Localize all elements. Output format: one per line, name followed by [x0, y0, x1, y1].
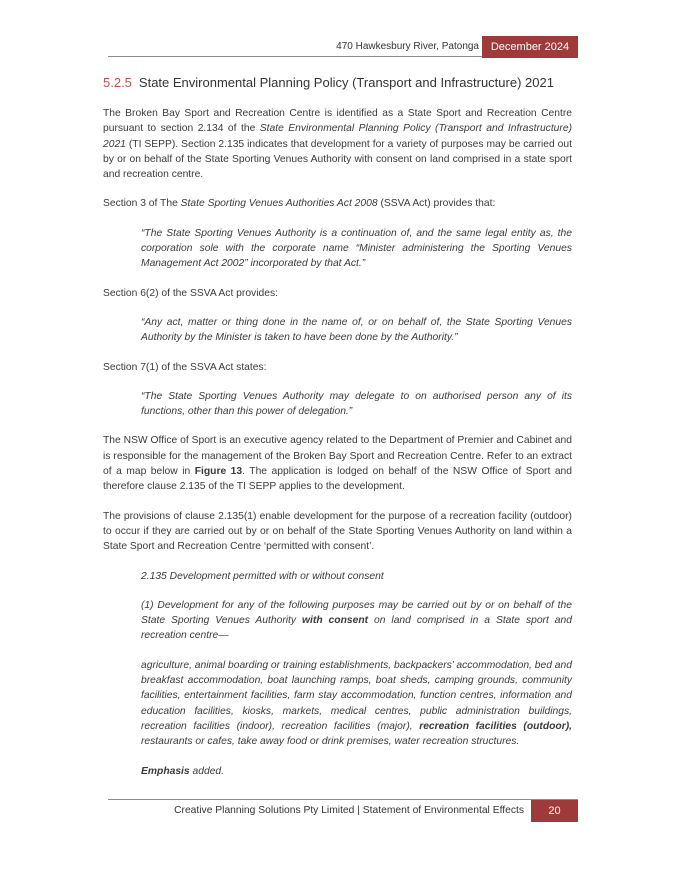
paragraph-6: The provisions of clause 2.135(1) enable development for the purpose of a recreation facility (outdoor) to occur if they are carried out by or on behalf of the State Sporting Venues Authority on land within a State Sport and Recreation Centre ‘permitted with consent’. — [103, 510, 572, 553]
header-address: 470 Hawkesbury River, Patonga — [336, 41, 479, 52]
quote-clause-title: 2.135 Development permitted with or without consent — [141, 570, 384, 582]
emphasis-note: Emphasis added. — [141, 765, 225, 777]
emphasis-with-consent: with consent — [302, 615, 369, 627]
section-title: State Environmental Planning Policy (Transport and Infrastructure) 2021 — [138, 75, 554, 90]
figure-reference[interactable]: Figure 13 — [194, 466, 243, 478]
quote-3: “The State Sporting Venues Authority may delegate to on authorised person any of its functions, other than this power of delegation.” — [141, 390, 572, 418]
page-number: 20 — [531, 800, 578, 822]
quote-2: “Any act, matter or thing done in the name of, or on behalf of, the State Sporting Venues Authority by the Minister is taken to have been done by the Authority.” — [141, 316, 572, 344]
paragraph-2: Section 3 of The State Sporting Venues Authorities Act 2008 (SSVA Act) provides that: — [103, 198, 496, 210]
paragraph-1: The Broken Bay Sport and Recreation Centre is identified as a State Sport and Recreation Centre pursuant to section 2.134 of the State Environmental Planning Policy (Transport and Infrastructure) 2021 (TI SEPP). Section 2.135 indicates that development for a variety of purposes may be carried out by or on behalf of the State Sporting Venues Authority with consent on land comprised in a state sport and recreation centre. — [103, 108, 572, 181]
footer-text: Creative Planning Solutions Pty Limited | Statement of Environmental Effects — [174, 805, 524, 816]
footer-rule — [108, 799, 578, 800]
quote-1: “The State Sporting Venues Authority is a continuation of, and the same legal entity as, the corporation sole with the corporate name “Minister administering the Sporting Venues Management Act 2002” incorporated by that Act.” — [141, 227, 572, 270]
paragraph-4: Section 7(1) of the SSVA Act states: — [103, 361, 267, 373]
paragraph-3: Section 6(2) of the SSVA Act provides: — [103, 287, 278, 299]
section-number: 5.2.5 — [103, 75, 132, 90]
paragraph-5: The NSW Office of Sport is an executive agency related to the Department of Premier and Cabinet and is responsible for the management of the Broken Bay Sport and Recreation Centre. Refer to an extract of a map below in Figure 13. The application is lodged on behalf of the NSW Office of Sport and therefore clause 2.135 of the TI SEPP applies to the development. — [103, 435, 572, 493]
header-date-badge: December 2024 — [482, 36, 578, 58]
quote-clause-1: (1) Development for any of the following purposes may be carried out by or on behalf of the State Sporting Venues Authority with consent on land comprised in a State sport and recreation centre— — [141, 599, 572, 642]
quote-purposes-list: agriculture, animal boarding or training establishments, backpackers’ accommodation, bed and breakfast accommodation, boat launching ramps, boat sheds, camping grounds, community facilities, entertainment facilities, farm stay accommodation, function centres, information and education facilities, kiosks, markets, medical centres, public administration buildings, recreation facilities (indoor), recreation facilities (major), recreation facilities (outdoor), restaurants or cafes, take away food or drink premises, water recreation structures. — [141, 659, 572, 748]
page-body — [103, 74, 572, 793]
section-heading — [103, 74, 572, 92]
emphasis-recreation-outdoor: recreation facilities (outdoor), — [419, 720, 572, 732]
